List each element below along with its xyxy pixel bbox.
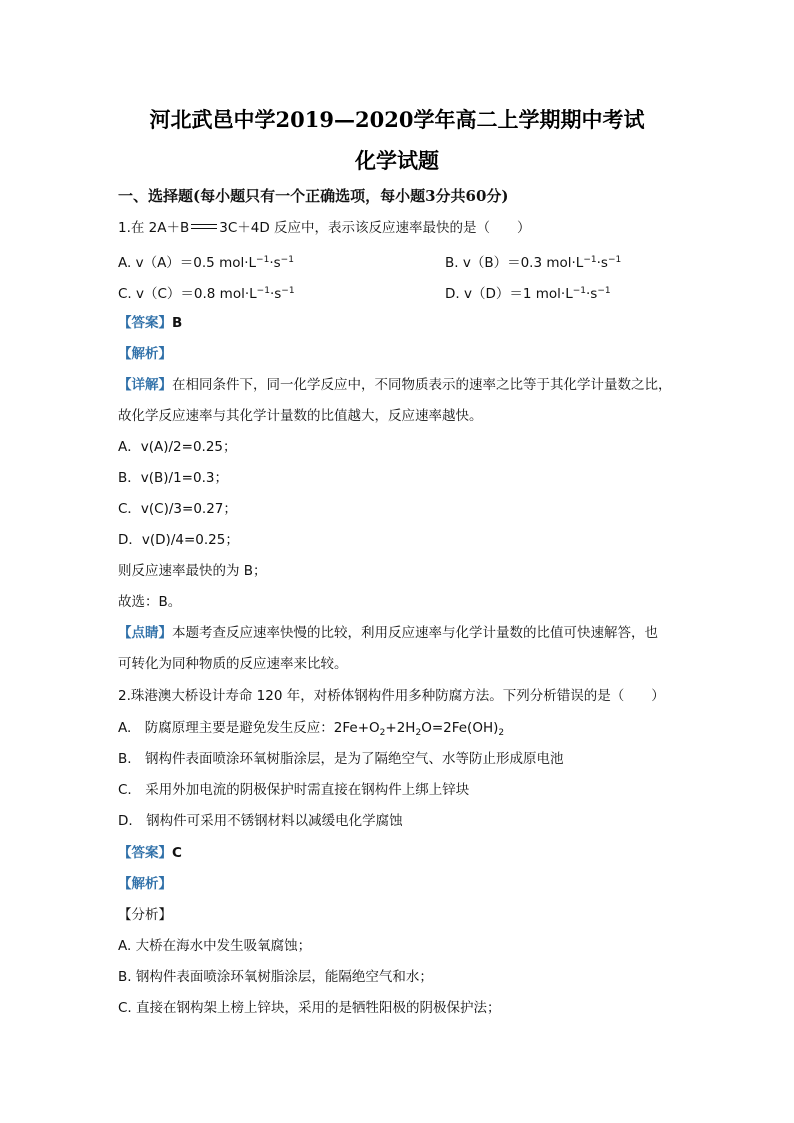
q2-stem: 2.珠港澳大桥设计寿命 120 年，对桥体钢构件用多种防腐方法。下列分析错误的是（ ） xyxy=(118,688,665,704)
q1-detail-line-2: 故化学反应速率与其化学计量数的比值越大，反应速率越快。 xyxy=(118,408,483,424)
q1-option-d: D. v（D）＝1 $mol\cdot L^{-1}\cdot s^{-1}$ xyxy=(445,286,611,302)
q2-option-d: D. 钢构件可采用不锈钢材料以减缓电化学腐蚀 xyxy=(118,813,403,829)
q2-answer: 【答案】C xyxy=(118,845,182,861)
q1-stem xyxy=(118,218,531,238)
q1-calc-c: C．v(C)/3=0.27； xyxy=(118,501,237,517)
section-heading: 一、选择题(每小题只有一个正确选项，每小题3分共60分) xyxy=(118,187,509,205)
q2-analysis-c: C. 直接在钢构架上榜上锌块，采用的是牺牲阳极的阴极保护法； xyxy=(118,1000,501,1016)
q1-calc-d: D．v(D)/4=0.25； xyxy=(118,532,239,548)
q2-option-c: C. 采用外加电流的阴极保护时需直接在钢构件上绑上锌块 xyxy=(118,782,470,798)
q2-option-a: A. 防腐原理主要是避免发生反应：$2Fe+O_2+2H_2O=2Fe(OH)_2$ xyxy=(118,720,505,738)
q1-conclusion: 则反应速率最快的为 B； xyxy=(118,563,267,579)
q1-option-c: C. v（C）＝0.8 $mol\cdot L^{-1}\cdot s^{-1}$ xyxy=(118,286,295,302)
q1-detail-line-1: 【详解】在相同条件下，同一化学反应中，不同物质表示的速率之比等于其化学计量数之比， xyxy=(118,377,672,393)
q2-option-b: B. 钢构件表面喷涂环氧树脂涂层，是为了隔绝空气、水等防止形成原电池 xyxy=(118,751,564,767)
q1-analysis-tag: 【解析】 xyxy=(118,346,172,362)
q1-comment-line-2: 可转化为同种物质的反应速率来比较。 xyxy=(118,656,348,672)
q2-analysis-b: B. 钢构件表面喷涂环氧树脂涂层，能隔绝空气和水； xyxy=(118,969,433,985)
q1-calc-a: A．v(A)/2=0.25； xyxy=(118,439,237,455)
equilibrium-arrow-icon xyxy=(191,222,217,230)
q2-analysis-tag: 【解析】 xyxy=(118,876,172,892)
q2-fenxi-tag: 【分析】 xyxy=(118,907,172,923)
q1-calc-b: B．v(B)/1=0.3； xyxy=(118,470,228,486)
page-subtitle: 化学试题 xyxy=(355,148,439,173)
q1-comment-line-1: 【点睛】本题考查反应速率快慢的比较，利用反应速率与化学计量数的比值可快速解答，也 xyxy=(118,625,658,641)
q1-stem-part-a: 1.在 2A＋B xyxy=(118,220,190,236)
q1-choice: 故选：B。 xyxy=(118,594,182,610)
q1-option-b: B. v（B）＝0.3 $mol\cdot L^{-1}\cdot s^{-1}$ xyxy=(445,255,622,271)
q1-answer: 【答案】B xyxy=(118,315,183,331)
q2-analysis-a: A. 大桥在海水中发生吸氧腐蚀； xyxy=(118,938,312,954)
q1-option-a: A. v（A）＝0.5 $mol\cdot L^{-1}\cdot s^{-1}$ xyxy=(118,255,294,271)
q1-stem-part-b: 3C＋4D 反应中，表示该反应速率最快的是（ ） xyxy=(219,220,531,236)
page-title: 河北武邑中学2019—2020学年高二上学期期中考试 xyxy=(149,107,645,132)
